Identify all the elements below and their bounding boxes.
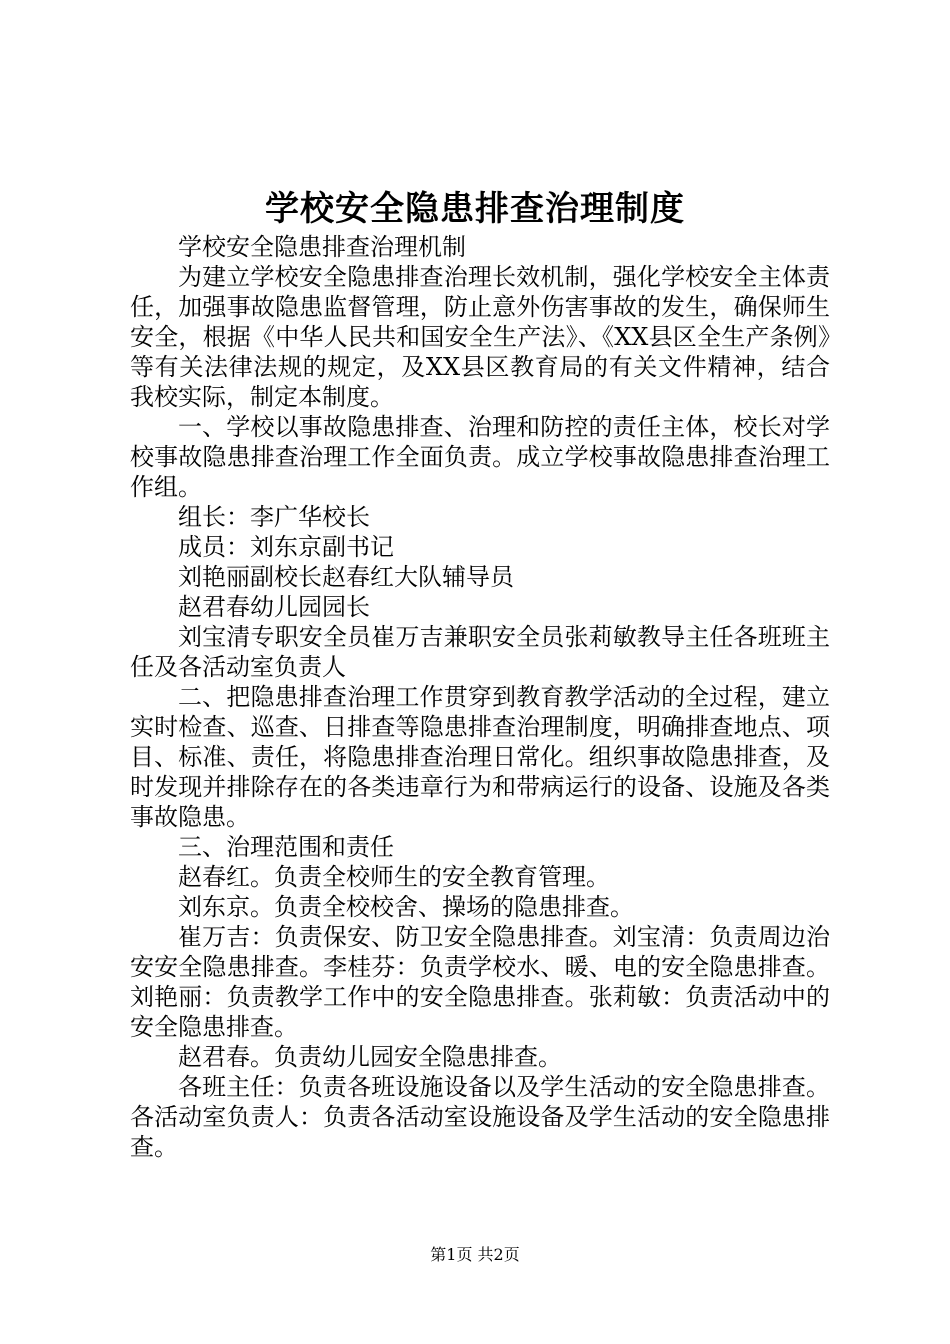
paragraph-responsibility-1: 赵春红。负责全校师生的安全教育管理。 [178, 863, 610, 891]
paragraph-team-members-2: 刘艳丽副校长赵春红大队辅导员 [178, 563, 514, 591]
paragraph-team-members-4: 刘宝清专职安全员崔万吉兼职安全员张莉敏教导主任各班班主任及各活动室负责人 [130, 623, 830, 681]
paragraph-team-members: 成员：刘东京副书记 [178, 533, 394, 561]
paragraph-responsibility-2: 刘东京。负责全校校舍、操场的隐患排查。 [178, 893, 634, 921]
page-footer: 第1页 共2页 [430, 1245, 520, 1264]
paragraph-intro: 为建立学校安全隐患排查治理长效机制，强化学校安全主体责任，加强事故隐患监督管理，防止意外伤害事故的发生，确保师生安全，根据《中华人民共和国安全生产法》、《XX县区全生产条例》等有关法律法规的规定，及XX县区教育局的有关文件精神，结合我校实际，制定本制度。 [130, 263, 830, 411]
paragraph-section-2: 二、把隐患排查治理工作贯穿到教育教学活动的全过程，建立实时检查、巡查、日排查等隐患排查治理制度，明确排查地点、项目、标准、责任，将隐患排查治理日常化。组织事故隐患排查，及时发现并排除存在的各类违章行为和带病运行的设备、设施及各类事故隐患。 [130, 683, 830, 831]
paragraph-team-members-3: 赵君春幼儿园园长 [178, 593, 370, 621]
paragraph-responsibility-4: 赵君春。负责幼儿园安全隐患排查。 [178, 1043, 562, 1071]
paragraph-section-3-heading: 三、治理范围和责任 [178, 833, 394, 861]
paragraph-responsibility-3: 崔万吉：负责保安、防卫安全隐患排查。刘宝清：负责周边治安安全隐患排查。李桂芬：负责学校水、暖、电的安全隐患排查。刘艳丽：负责教学工作中的安全隐患排查。张莉敏：负责活动中的安全隐患排查。 [130, 923, 830, 1041]
paragraph-team-leader: 组长：李广华校长 [178, 503, 370, 531]
paragraph-subtitle: 学校安全隐患排查治理机制 [178, 233, 466, 261]
document-title: 学校安全隐患排查治理制度 [265, 189, 685, 229]
paragraph-responsibility-5: 各班主任：负责各班设施设备以及学生活动的安全隐患排查。各活动室负责人：负责各活动室设施设备及学生活动的安全隐患排查。 [130, 1073, 830, 1161]
paragraph-section-1: 一、学校以事故隐患排查、治理和防控的责任主体，校长对学校事故隐患排查治理工作全面负责。成立学校事故隐患排查治理工作组。 [130, 413, 830, 501]
document-body [130, 232, 830, 1162]
